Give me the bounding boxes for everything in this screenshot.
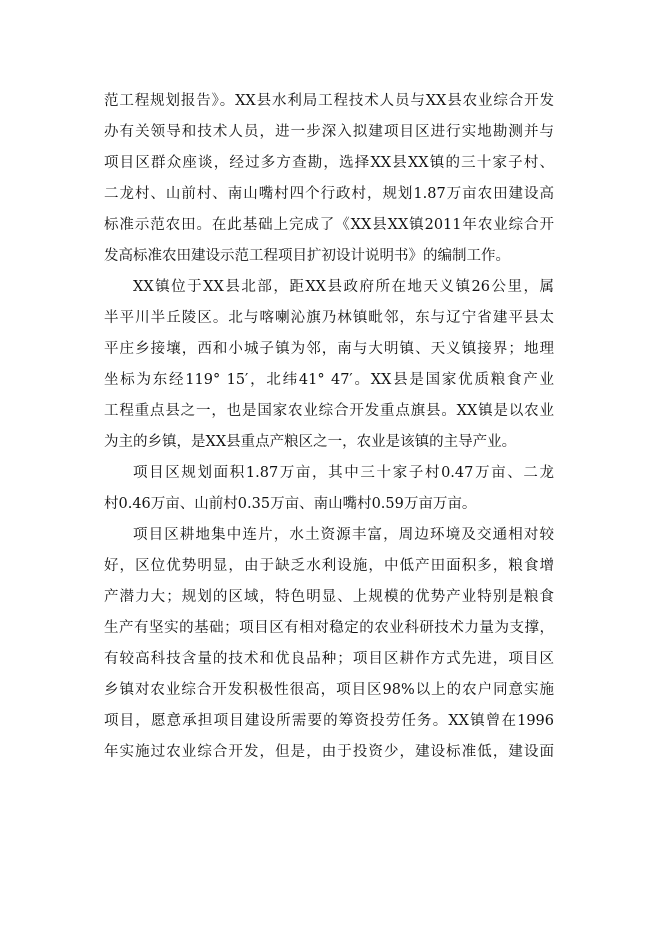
text-line: 项目区规划面积1.87万亩，其中三十家子村0.47万亩、二龙: [133, 465, 554, 481]
text-line: 发高标准农田建设示范工程项目扩初设计说明书》的编制工作。: [104, 248, 510, 264]
text-line: 项目，愿意承担项目建设所需要的筹资投劳任务。XX镇曾在1996: [104, 713, 554, 729]
text-line: 二龙村、山前村、南山嘴村四个行政村，规划1.87万亩农田建设高: [104, 186, 554, 202]
text-line: 有较高科技含量的技术和优良品种；项目区耕作方式先进，项目区: [104, 651, 554, 667]
text-line: 好，区位优势明显，由于缺乏水利设施，中低产田面积多，粮食增: [104, 558, 554, 574]
text-line: 标准示范农田。在此基础上完成了《XX县XX镇2011年农业综合开: [104, 217, 554, 233]
text-line: 半平川半丘陵区。北与喀喇沁旗乃林镇毗邻，东与辽宁省建平县太: [104, 310, 554, 326]
paragraph-4: [104, 520, 554, 768]
paragraph-2: [104, 272, 554, 458]
text-line: 年实施过农业综合开发，但是，由于投资少，建设标准低，建设面: [104, 744, 554, 760]
text-line: 产潜力大；规划的区域，特色明显、上规模的优势产业特别是粮食: [104, 589, 554, 605]
text-line: 项目区耕地集中连片，水土资源丰富，周边环境及交通相对较: [133, 527, 554, 543]
paragraph-1: [104, 86, 554, 272]
text-line: 平庄乡接壤，西和小城子镇为邻，南与大明镇、天义镇接界；地理: [104, 341, 554, 357]
text-line: 村0.46万亩、山前村0.35万亩、南山嘴村0.59万亩万亩。: [104, 496, 477, 512]
text-line: XX镇位于XX县北部，距XX县政府所在地天义镇26公里，属: [133, 279, 554, 295]
text-line: 坐标为东经119° 15′，北纬41° 47′。XX县是国家优质粮食产业: [104, 372, 554, 388]
text-line: 乡镇对农业综合开发积极性很高，项目区98%以上的农户同意实施: [104, 682, 554, 698]
text-line: 为主的乡镇，是XX县重点产粮区之一，农业是该镇的主导产业。: [104, 434, 517, 450]
text-line: 办有关领导和技术人员，进一步深入拟建项目区进行实地勘测并与: [104, 124, 554, 140]
text-line: 范工程规划报告》。XX县水利局工程技术人员与XX县农业综合开发: [104, 93, 554, 109]
document-body: [104, 86, 554, 768]
text-line: 生产有坚实的基础；项目区有相对稳定的农业科研技术力量为支撑，: [104, 620, 554, 636]
paragraph-3: [104, 458, 554, 520]
text-line: 工程重点县之一，也是国家农业综合开发重点旗县。XX镇是以农业: [104, 403, 554, 419]
text-line: 项目区群众座谈，经过多方查勘，选择XX县XX镇的三十家子村、: [104, 155, 554, 171]
